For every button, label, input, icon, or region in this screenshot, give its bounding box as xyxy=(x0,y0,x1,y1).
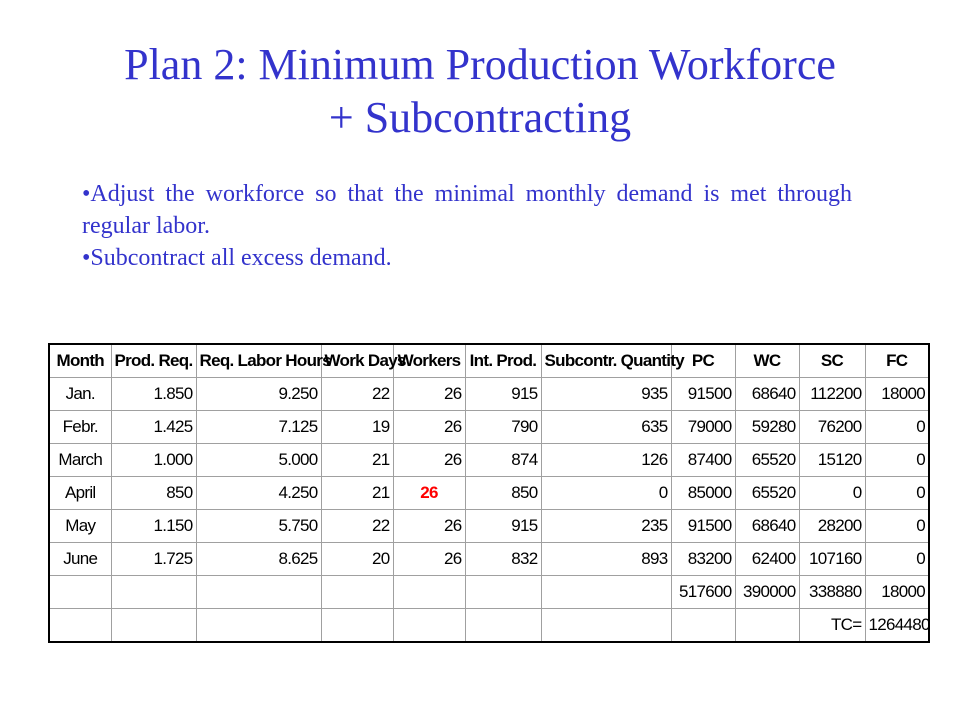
table-cell: 1.425 xyxy=(111,411,196,444)
total-cost-row xyxy=(49,609,929,643)
table-cell: 893 xyxy=(541,543,671,576)
table-cell: Febr. xyxy=(49,411,111,444)
highlighted-workers-cell: 26 xyxy=(393,477,465,510)
table-cell: 59280 xyxy=(735,411,799,444)
table-cell: 19 xyxy=(321,411,393,444)
table-cell: 68640 xyxy=(735,510,799,543)
bullet-item: •Adjust the workforce so that the minimal monthly demand is met through regular labor. xyxy=(82,181,852,239)
slide-title xyxy=(0,38,960,144)
column-header: Workers xyxy=(393,344,465,378)
table-cell: 91500 xyxy=(671,378,735,411)
table-cell: 1.725 xyxy=(111,543,196,576)
table-cell: 85000 xyxy=(671,477,735,510)
table-cell: 1.150 xyxy=(111,510,196,543)
table-cell: 874 xyxy=(465,444,541,477)
table-cell: 76200 xyxy=(799,411,865,444)
table-cell: 5.000 xyxy=(196,444,321,477)
table-cell: 5.750 xyxy=(196,510,321,543)
table-cell: 83200 xyxy=(671,543,735,576)
table-cell: 1.850 xyxy=(111,378,196,411)
table-cell xyxy=(111,609,196,643)
table-cell: 935 xyxy=(541,378,671,411)
column-header: Work Days xyxy=(321,344,393,378)
table-cell: 15120 xyxy=(799,444,865,477)
table-cell: 28200 xyxy=(799,510,865,543)
table-cell: March xyxy=(49,444,111,477)
total-wc-cell: 390000 xyxy=(735,576,799,609)
table-cell: 21 xyxy=(321,477,393,510)
table-cell: 0 xyxy=(865,477,929,510)
table-cell: 832 xyxy=(465,543,541,576)
bullet-list xyxy=(82,178,852,274)
column-header: Subcontr. Quantity xyxy=(541,344,671,378)
column-header: Int. Prod. xyxy=(465,344,541,378)
table-cell: 1.000 xyxy=(111,444,196,477)
table-cell xyxy=(196,576,321,609)
table-cell xyxy=(541,576,671,609)
total-sc-cell: 338880 xyxy=(799,576,865,609)
column-header: PC xyxy=(671,344,735,378)
table-cell xyxy=(196,609,321,643)
table-cell: 18000 xyxy=(865,378,929,411)
table-cell xyxy=(393,576,465,609)
bullet-item: •Subcontract all excess demand. xyxy=(82,245,392,271)
total-fc-cell: 18000 xyxy=(865,576,929,609)
column-header: WC xyxy=(735,344,799,378)
total-pc-cell: 517600 xyxy=(671,576,735,609)
table-row xyxy=(49,477,929,510)
slide-title-line-2: + Subcontracting xyxy=(328,93,632,142)
table-cell: May xyxy=(49,510,111,543)
table-cell: 87400 xyxy=(671,444,735,477)
table-cell: 915 xyxy=(465,510,541,543)
column-header: Month xyxy=(49,344,111,378)
table-cell: 26 xyxy=(393,378,465,411)
column-header: Req. Labor Hours xyxy=(196,344,321,378)
table-cell xyxy=(49,576,111,609)
table-cell: 91500 xyxy=(671,510,735,543)
table-cell: 62400 xyxy=(735,543,799,576)
table-cell: 126 xyxy=(541,444,671,477)
table-cell xyxy=(393,609,465,643)
table-cell: 4.250 xyxy=(196,477,321,510)
table-cell: 0 xyxy=(865,444,929,477)
table-cell xyxy=(735,609,799,643)
table-cell: 79000 xyxy=(671,411,735,444)
table-cell: 112200 xyxy=(799,378,865,411)
column-header: FC xyxy=(865,344,929,378)
table-cell: 22 xyxy=(321,510,393,543)
table-cell xyxy=(321,609,393,643)
table-cell: 235 xyxy=(541,510,671,543)
table-cell: 9.250 xyxy=(196,378,321,411)
slide-title-line-1: Plan 2: Minimum Production Workforce xyxy=(124,40,836,89)
table-cell: 68640 xyxy=(735,378,799,411)
table-cell: 0 xyxy=(865,510,929,543)
table-cell: 26 xyxy=(393,444,465,477)
total-cost-label: TC= xyxy=(799,609,865,643)
table-row xyxy=(49,510,929,543)
table-cell: 0 xyxy=(541,477,671,510)
table-row xyxy=(49,411,929,444)
table-row xyxy=(49,543,929,576)
table-header-row xyxy=(49,344,929,378)
table-cell: 65520 xyxy=(735,477,799,510)
table-cell: 0 xyxy=(865,411,929,444)
table-cell: 850 xyxy=(465,477,541,510)
table-cell xyxy=(465,576,541,609)
table-cell: 65520 xyxy=(735,444,799,477)
table-cell: 915 xyxy=(465,378,541,411)
table-cell xyxy=(541,609,671,643)
table-cell: 0 xyxy=(865,543,929,576)
table-cell: June xyxy=(49,543,111,576)
table-cell: 8.625 xyxy=(196,543,321,576)
table-cell: 850 xyxy=(111,477,196,510)
table-cell xyxy=(321,576,393,609)
table-cell: 0 xyxy=(799,477,865,510)
table-cell: 21 xyxy=(321,444,393,477)
table-cell xyxy=(671,609,735,643)
table-cell: Jan. xyxy=(49,378,111,411)
column-header: SC xyxy=(799,344,865,378)
table-cell xyxy=(111,576,196,609)
table-row xyxy=(49,444,929,477)
table-cell: 26 xyxy=(393,411,465,444)
total-cost-value: 1264480 xyxy=(865,609,929,643)
table-cell: 7.125 xyxy=(196,411,321,444)
table-row xyxy=(49,378,929,411)
table-cell xyxy=(49,609,111,643)
table-cell: 22 xyxy=(321,378,393,411)
spreadsheet-table xyxy=(48,343,928,647)
table-cell: 790 xyxy=(465,411,541,444)
table-cell: 107160 xyxy=(799,543,865,576)
table-cell: 20 xyxy=(321,543,393,576)
totals-row xyxy=(49,576,929,609)
table-cell: 635 xyxy=(541,411,671,444)
table-cell: 26 xyxy=(393,510,465,543)
column-header: Prod. Req. xyxy=(111,344,196,378)
table-cell: April xyxy=(49,477,111,510)
table-cell: 26 xyxy=(393,543,465,576)
table-cell xyxy=(465,609,541,643)
